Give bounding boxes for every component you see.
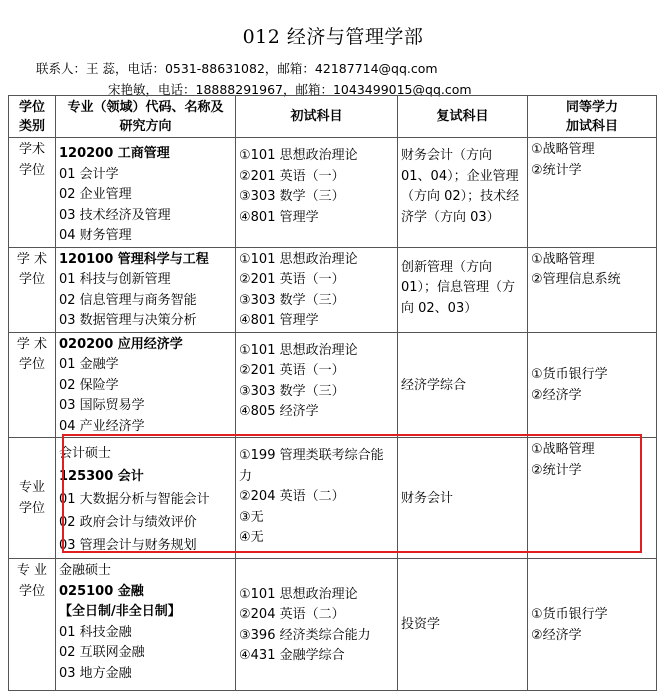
table-header-row: [9, 96, 657, 138]
extra-cell: ①货币银行学 ②经济学: [528, 332, 657, 438]
table-row: [9, 138, 657, 248]
major-cell: 金融硕士 025100 金融 【全日制/非全日制】 01 科技金融 02 互联网金融 03 地方金融: [56, 559, 236, 691]
retest-cell: 经济学综合: [398, 332, 528, 438]
table-row: [9, 247, 657, 332]
table-row: [9, 559, 657, 691]
initial-exam-cell: ①101 思想政治理论 ②201 英语（一） ③303 数学（三） ④801 管理学: [236, 247, 398, 332]
initial-exam-cell: ①199 管理类联考综合能力 ②204 英语（二） ③无 ④无: [236, 438, 398, 559]
degree-cell: 专 业 学位: [9, 559, 56, 691]
page-title: 012 经济与管理学部: [242, 26, 424, 48]
major-cell: 020200 应用经济学 01 金融学 02 保险学 03 国际贸易学 04 产业经济学: [56, 332, 236, 438]
program-table: [8, 95, 657, 691]
retest-cell: 创新管理（方向 01）；信息管理（方向 02、03）: [398, 247, 528, 332]
header-extra: 同等学力 加试科目: [528, 96, 657, 138]
header-retest: 复试科目: [398, 96, 528, 138]
retest-cell: 投资学: [398, 559, 528, 691]
major-cell: 120100 管理科学与工程 01 科技与创新管理 02 信息管理与商务智能 03 数据管理与决策分析: [56, 247, 236, 332]
major-cell: 会计硕士 125300 会计 01 大数据分析与智能会计 02 政府会计与绩效评价 03 管理会计与财务规划: [56, 438, 236, 559]
major-cell: 120200 工商管理 01 会计学 02 企业管理 03 技术经济及管理 04 财务管理: [56, 138, 236, 248]
header-major: 专业（领域）代码、名称及 研究方向: [56, 96, 236, 138]
initial-exam-cell: ①101 思想政治理论 ②201 英语（一） ③303 数学（三） ④805 经济学: [236, 332, 398, 438]
initial-exam-cell: ①101 思想政治理论 ②204 英语（二） ③396 经济类综合能力 ④431 金融学综合: [236, 559, 398, 691]
initial-exam-cell: ①101 思想政治理论 ②201 英语（一） ③303 数学（三） ④801 管理学: [236, 138, 398, 248]
header-degree-type: 学位 类别: [9, 96, 56, 138]
extra-cell: ①战略管理 ②统计学: [528, 138, 657, 248]
table-row: [9, 438, 657, 559]
degree-cell: 学术 学位: [9, 138, 56, 248]
degree-cell: 学 术 学位: [9, 332, 56, 438]
table-row: [9, 332, 657, 438]
extra-cell: ①货币银行学 ②经济学: [528, 559, 657, 691]
extra-cell: ①战略管理 ②统计学: [528, 438, 657, 559]
retest-cell: 财务会计: [398, 438, 528, 559]
retest-cell: 财务会计（方向 01、04）；企业管理（方向 02）；技术经济学（方向 03）: [398, 138, 528, 248]
header-initial-exam: 初试科目: [236, 96, 398, 138]
degree-cell: 学 术 学位: [9, 247, 56, 332]
extra-cell: ①战略管理 ②管理信息系统: [528, 247, 657, 332]
contact-line-1: 联系人：王 蕊，电话：0531-88631082，邮箱：42187714@qq.com: [36, 61, 438, 76]
degree-cell: 专业 学位: [9, 438, 56, 559]
contact-line-2: 宋艳敏，电话：18888291967，邮箱：1043499015@qq.com: [108, 82, 472, 97]
